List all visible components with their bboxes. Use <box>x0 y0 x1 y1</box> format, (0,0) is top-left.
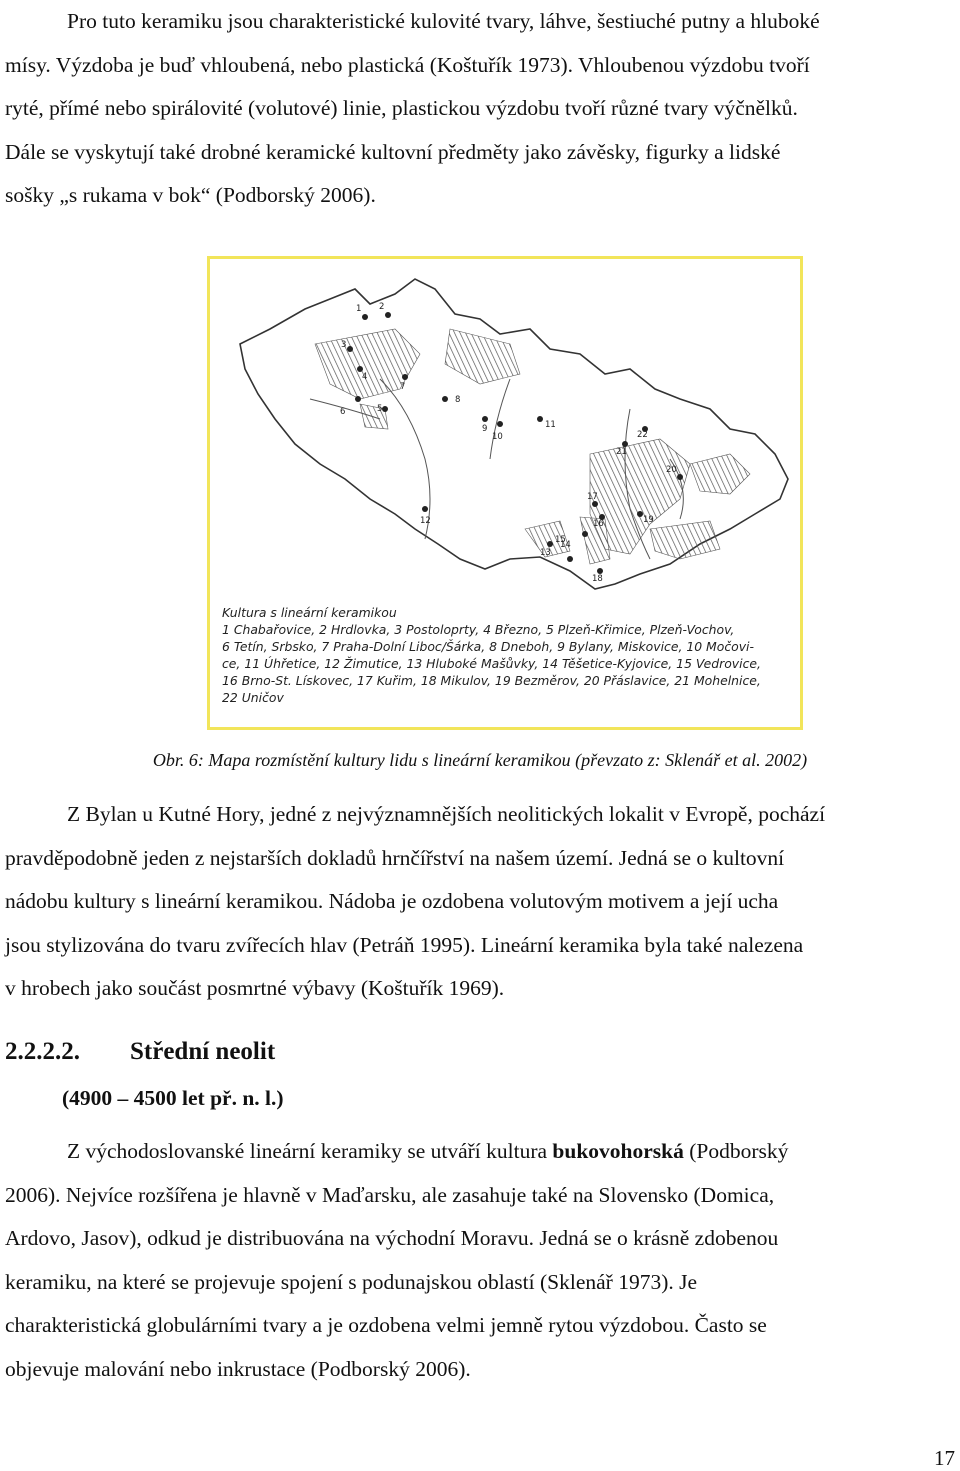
bold-term: bukovohorská <box>552 1139 684 1163</box>
hatched-region <box>690 454 750 494</box>
section-title: Střední neolit <box>130 1038 276 1065</box>
text-line: Ardovo, Jasov), odkud je distribuována na východní Moravu. Jedná se o krásně zdobenou <box>5 1226 779 1250</box>
svg-text:22: 22 <box>637 430 648 440</box>
legend-line: 6 Tetín, Srbsko, 7 Praha-Dolní Liboc/Šárka, 8 Dneboh, 9 Bylany, Miskovice, 10 Močovi- <box>222 639 754 654</box>
svg-text:10: 10 <box>492 432 503 442</box>
text-line: Pro tuto keramiku jsou charakteristické kulovité tvary, láhve, šestiuché putny a hluboké <box>67 9 820 33</box>
paragraph-ceramics-shapes <box>5 0 955 218</box>
svg-text:2: 2 <box>379 302 385 312</box>
svg-text:7: 7 <box>400 382 406 392</box>
text-fragment: Z východoslovanské lineární keramiky se utváří kultura <box>67 1139 548 1163</box>
svg-text:16: 16 <box>593 519 604 529</box>
legend-line: ce, 11 Úhřetice, 12 Žimutice, 13 Hluboké Mašůvky, 14 Těšetice-Kyjovice, 15 Vedrovice, <box>222 656 761 671</box>
map-figure <box>207 256 803 730</box>
paragraph-bukovohorska <box>5 1130 955 1391</box>
text-line: v hrobech jako součást posmrtné výbavy (Koštuřík 1969). <box>5 976 505 1000</box>
legend-title: Kultura s lineární keramikou <box>222 605 397 620</box>
text-line: ryté, přímé nebo spirálovité (volutové) linie, plastickou výzdobu tvoří různé tvary výčnělků. <box>5 96 798 120</box>
svg-text:19: 19 <box>643 515 654 525</box>
figure-caption: Obr. 6: Mapa rozmístění kultury lidu s lineární keramikou (převzato z: Sklenář et al. 2002) <box>152 750 808 770</box>
svg-text:17: 17 <box>587 492 598 502</box>
text-line: sošky „s rukama v bok“ (Podborský 2006). <box>5 183 376 207</box>
svg-text:14: 14 <box>560 540 571 550</box>
legend-line: 16 Brno-St. Lískovec, 17 Kuřim, 18 Mikulov, 19 Bezměrov, 20 Přáslavice, 21 Mohelnice, <box>222 673 761 688</box>
svg-text:3: 3 <box>341 340 347 350</box>
svg-text:20: 20 <box>666 465 677 475</box>
svg-text:9: 9 <box>482 424 488 434</box>
text-line: pravděpodobně jeden z nejstarších dokladů hrnčířství na našem území. Jedná se o kultovní <box>5 845 785 870</box>
legend-line: 1 Chabařovice, 2 Hrdlovka, 3 Postoloprty, 4 Březno, 5 Plzeň-Křimice, Plzeň-Vochov, <box>222 622 735 637</box>
svg-text:15: 15 <box>555 535 566 545</box>
text-line: charakteristická globulárními tvary a je ozdobena velmi jemně rytou výzdobou. Často se <box>5 1313 767 1337</box>
legend-line: 22 Uničov <box>222 690 284 705</box>
text-line <box>5 1130 955 1174</box>
paragraph-bylany <box>5 793 955 1011</box>
text-line: nádobu kultury s lineární keramikou. Nádoba je ozdobena volutovým motivem a její ucha <box>5 889 779 913</box>
section-number: 2.2.2.2. <box>5 1038 80 1065</box>
svg-text:6: 6 <box>340 407 346 417</box>
svg-text:13: 13 <box>540 548 551 558</box>
svg-text:11: 11 <box>545 420 556 430</box>
svg-text:12: 12 <box>420 516 431 526</box>
map-legend <box>222 604 802 706</box>
text-line: objevuje malování nebo inkrustace (Podborský 2006). <box>5 1356 471 1381</box>
hatched-region <box>445 329 520 384</box>
hatched-region <box>650 521 720 559</box>
svg-text:1: 1 <box>356 304 362 314</box>
svg-text:18: 18 <box>592 574 603 584</box>
section-heading <box>5 1038 275 1066</box>
text-fragment: (Podborský <box>689 1139 789 1163</box>
text-line: 2006). Nejvíce rozšířena je hlavně v Maďarsku, ale zasahuje také na Slovensko (Domica, <box>5 1182 775 1207</box>
text-line: mísy. Výzdoba je buď vhloubená, nebo plastická (Koštuřík 1973). Vhloubenou výzdobu tvoří <box>5 52 810 77</box>
page-number: 17 <box>934 1446 955 1470</box>
svg-text:21: 21 <box>616 447 627 457</box>
section-subtitle: (4900 – 4500 let př. n. l.) <box>62 1086 284 1110</box>
svg-text:5: 5 <box>377 404 383 414</box>
svg-text:4: 4 <box>362 372 368 382</box>
text-line: Dále se vyskytují také drobné keramické kultovní předměty jako závěsky, figurky a lidské <box>5 139 781 164</box>
svg-text:8: 8 <box>455 395 461 405</box>
text-line: keramiku, na které se projevuje spojení s podunajskou oblastí (Sklenář 1973). Je <box>5 1269 698 1294</box>
text-line: Z Bylan u Kutné Hory, jedné z nejvýznamnějších neolitických lokalit v Evropě, pochází <box>67 802 826 826</box>
text-line: jsou stylizována do tvaru zvířecích hlav (Petráň 1995). Lineární keramika byla také nalezena <box>5 932 804 957</box>
